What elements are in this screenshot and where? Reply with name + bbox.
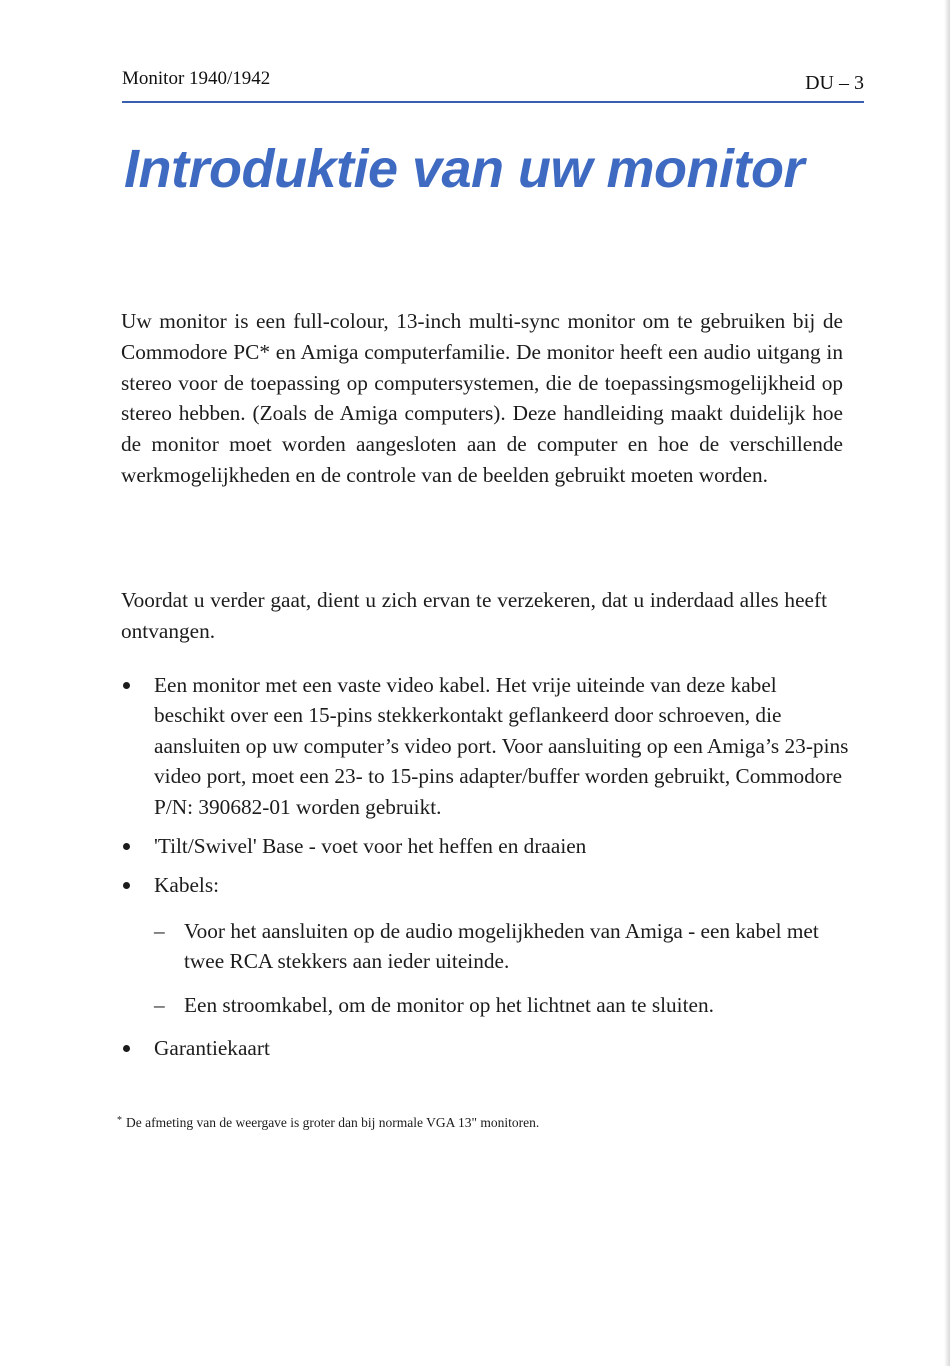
footnote-text: De afmeting van de weergave is groter dan bij normale VGA 13" monitoren.: [126, 1115, 540, 1130]
list-item: [121, 831, 851, 861]
list-item: [121, 1033, 851, 1063]
cables-sublist: [154, 916, 851, 1020]
dash-marker: –: [154, 918, 165, 943]
package-contents-list: [121, 670, 851, 1072]
bullet-icon: [123, 682, 130, 689]
manual-title: Monitor 1940/1942: [122, 68, 271, 89]
bullet-icon: [123, 843, 130, 850]
footnote: [117, 1115, 539, 1131]
header-rule: [122, 101, 864, 103]
intro-paragraph: Uw monitor is een full-colour, 13-inch multi-sync monitor om te gebruiken bij de Commodore PC* en Amiga computerfamilie. De monitor heeft een audio uitgang in stereo voor de toepassing op computersystemen, die de toepassingsmogelijkheid op stereo hebben. (Zoals de Amiga computers). Deze handleiding maakt duidelijk hoe de monitor moet worden aangesloten aan de computer en hoe de verschillende werkmogelijkheden en de controle van de beelden gebruikt moeten worden.: [121, 309, 843, 487]
list-item-text: 'Tilt/Swivel' Base - voet voor het heffen en draaien: [154, 834, 587, 859]
sublist-item: [154, 916, 851, 977]
page-header: [122, 68, 864, 94]
page-number: DU – 3: [805, 72, 864, 94]
bullet-icon: [123, 882, 130, 889]
sublist-item: [154, 990, 851, 1020]
sublist-item-text: Een stroomkabel, om de monitor op het lichtnet aan te sluiten.: [184, 992, 714, 1017]
bullet-icon: [123, 1045, 130, 1052]
list-item-text: Garantiekaart: [154, 1036, 270, 1061]
page-title: Introduktie van uw monitor: [124, 139, 805, 199]
list-item-text: Kabels:: [154, 873, 220, 898]
checklist-intro-paragraph: Voordat u verder gaat, dient u zich ervan te verzekeren, dat u inderdaad alles heeft ontvangen.: [121, 588, 827, 643]
page-edge-shadow: [944, 0, 950, 1366]
list-item: [121, 870, 851, 1020]
list-item: [121, 670, 851, 822]
list-item-text: Een monitor met een vaste video kabel. Het vrije uiteinde van deze kabel beschikt over een 15-pins stekkerkontakt geflankeerd door schroeven, die aansluiten op uw computer’s video port. Voor aansluiting op een Amiga’s 23-pins video port, moet een 23- to 15-pins adapter/buffer worden gebruikt, Commodore P/N: 390682-01 worden gebruikt.: [154, 673, 849, 819]
footnote-mark: *: [117, 1115, 122, 1126]
dash-marker: –: [154, 992, 165, 1017]
sublist-item-text: Voor het aansluiten op de audio mogelijkheden van Amiga - een kabel met twee RCA stekkers aan ieder uiteinde.: [184, 918, 819, 974]
